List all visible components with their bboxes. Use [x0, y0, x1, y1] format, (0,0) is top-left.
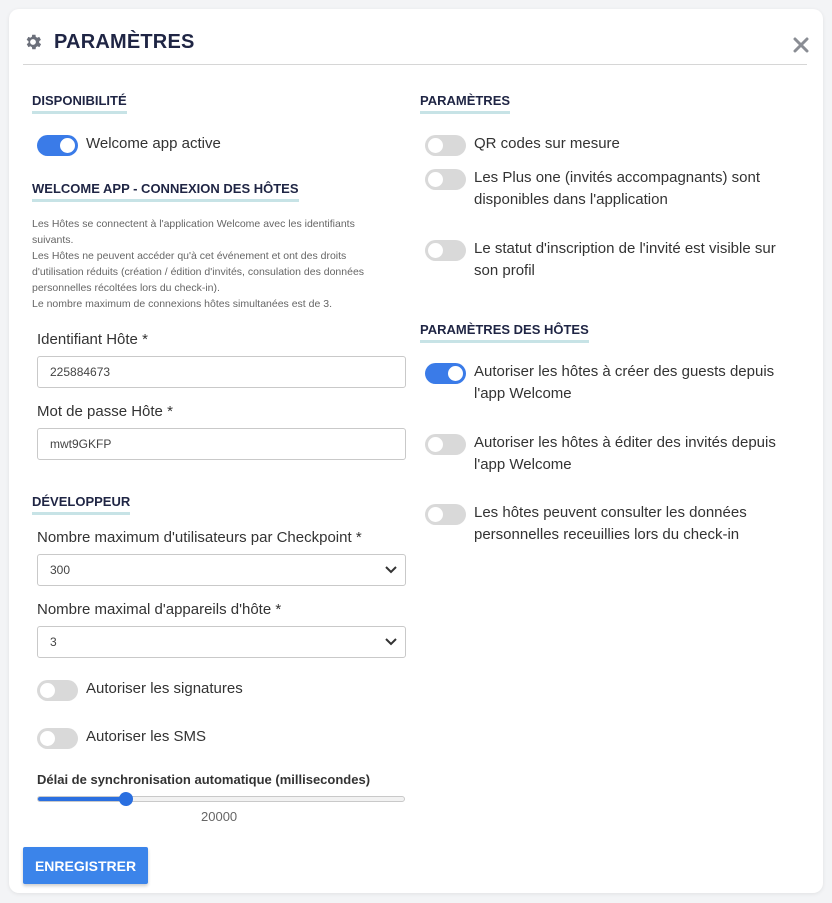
- help-line: Le nombre maximum de connexions hôtes simultanées est de 3.: [32, 298, 332, 310]
- section-title-disponibilite: DISPONIBILITÉ: [32, 93, 127, 114]
- qr-codes-toggle[interactable]: [425, 135, 466, 156]
- hotes-creer-toggle[interactable]: [425, 363, 466, 384]
- help-line: suivants.: [32, 234, 74, 246]
- sms-toggle[interactable]: [37, 728, 78, 749]
- max-users-select[interactable]: [37, 554, 406, 586]
- max-devices-value: 3: [50, 635, 57, 649]
- hotes-editer-label: Autoriser les hôtes à éditer des invités depuis l'app Welcome: [474, 434, 776, 473]
- gear-icon: [23, 32, 43, 52]
- section-title-connexion: WELCOME APP - CONNEXION DES HÔTES: [32, 181, 299, 202]
- statut-label: Le statut d'inscription de l'invité est visible sur son profil: [474, 240, 776, 279]
- max-users-label: Nombre maximum d'utilisateurs par Checkpoint *: [37, 529, 362, 546]
- password-input[interactable]: mwt9GKFP: [37, 428, 406, 460]
- password-label: Mot de passe Hôte *: [37, 403, 173, 420]
- sync-delay-slider[interactable]: [37, 796, 405, 802]
- qr-codes-label: QR codes sur mesure: [474, 135, 620, 152]
- slider-fill: [38, 797, 126, 801]
- statut-toggle[interactable]: [425, 240, 466, 261]
- sync-delay-value: 20000: [201, 809, 238, 824]
- identifiant-input[interactable]: 225884673: [37, 356, 406, 388]
- max-devices-label: Nombre maximal d'appareils d'hôte *: [37, 601, 282, 618]
- help-line: Les Hôtes ne peuvent accéder qu'à cet événement et ont des droits: [32, 250, 347, 262]
- dialog-header: [23, 19, 807, 65]
- section-title-developpeur: DÉVELOPPEUR: [32, 494, 130, 515]
- max-devices-select[interactable]: [37, 626, 406, 658]
- plus-one-toggle[interactable]: [425, 169, 466, 190]
- chevron-down-icon: [385, 638, 397, 646]
- identifiant-label: Identifiant Hôte *: [37, 331, 148, 348]
- help-line: personnelles récoltées lors du check-in).: [32, 282, 220, 294]
- sms-label: Autoriser les SMS: [86, 728, 207, 745]
- settings-dialog: [9, 9, 823, 893]
- plus-one-label: Les Plus one (invités accompagnants) sont disponibles dans l'application: [474, 169, 760, 208]
- hotes-consulter-label: Les hôtes peuvent consulter les données personnelles receuillies lors du check-in: [474, 504, 747, 543]
- max-users-value: 300: [50, 563, 71, 577]
- hotes-creer-label: Autoriser les hôtes à créer des guests depuis l'app Welcome: [474, 363, 775, 402]
- slider-thumb[interactable]: [119, 792, 133, 806]
- help-line: Les Hôtes se connectent à l'application Welcome avec les identifiants: [32, 218, 355, 230]
- chevron-down-icon: [385, 566, 397, 574]
- section-title-hotes: PARAMÈTRES DES HÔTES: [420, 322, 589, 343]
- save-button[interactable]: ENREGISTRER: [23, 847, 148, 884]
- hotes-editer-toggle[interactable]: [425, 434, 466, 455]
- help-line: d'utilisation réduits (création / édition d'invités, consulation des données: [32, 266, 365, 278]
- welcome-app-active-toggle[interactable]: [37, 135, 78, 156]
- close-icon[interactable]: [793, 37, 809, 53]
- signatures-toggle[interactable]: [37, 680, 78, 701]
- signatures-label: Autoriser les signatures: [86, 680, 243, 697]
- dialog-title: PARAMÈTRES: [54, 31, 195, 53]
- sync-delay-label: Délai de synchronisation automatique (millisecondes): [37, 772, 371, 787]
- section-title-parametres: PARAMÈTRES: [420, 93, 510, 114]
- hotes-consulter-toggle[interactable]: [425, 504, 466, 525]
- welcome-app-active-label: Welcome app active: [86, 135, 221, 152]
